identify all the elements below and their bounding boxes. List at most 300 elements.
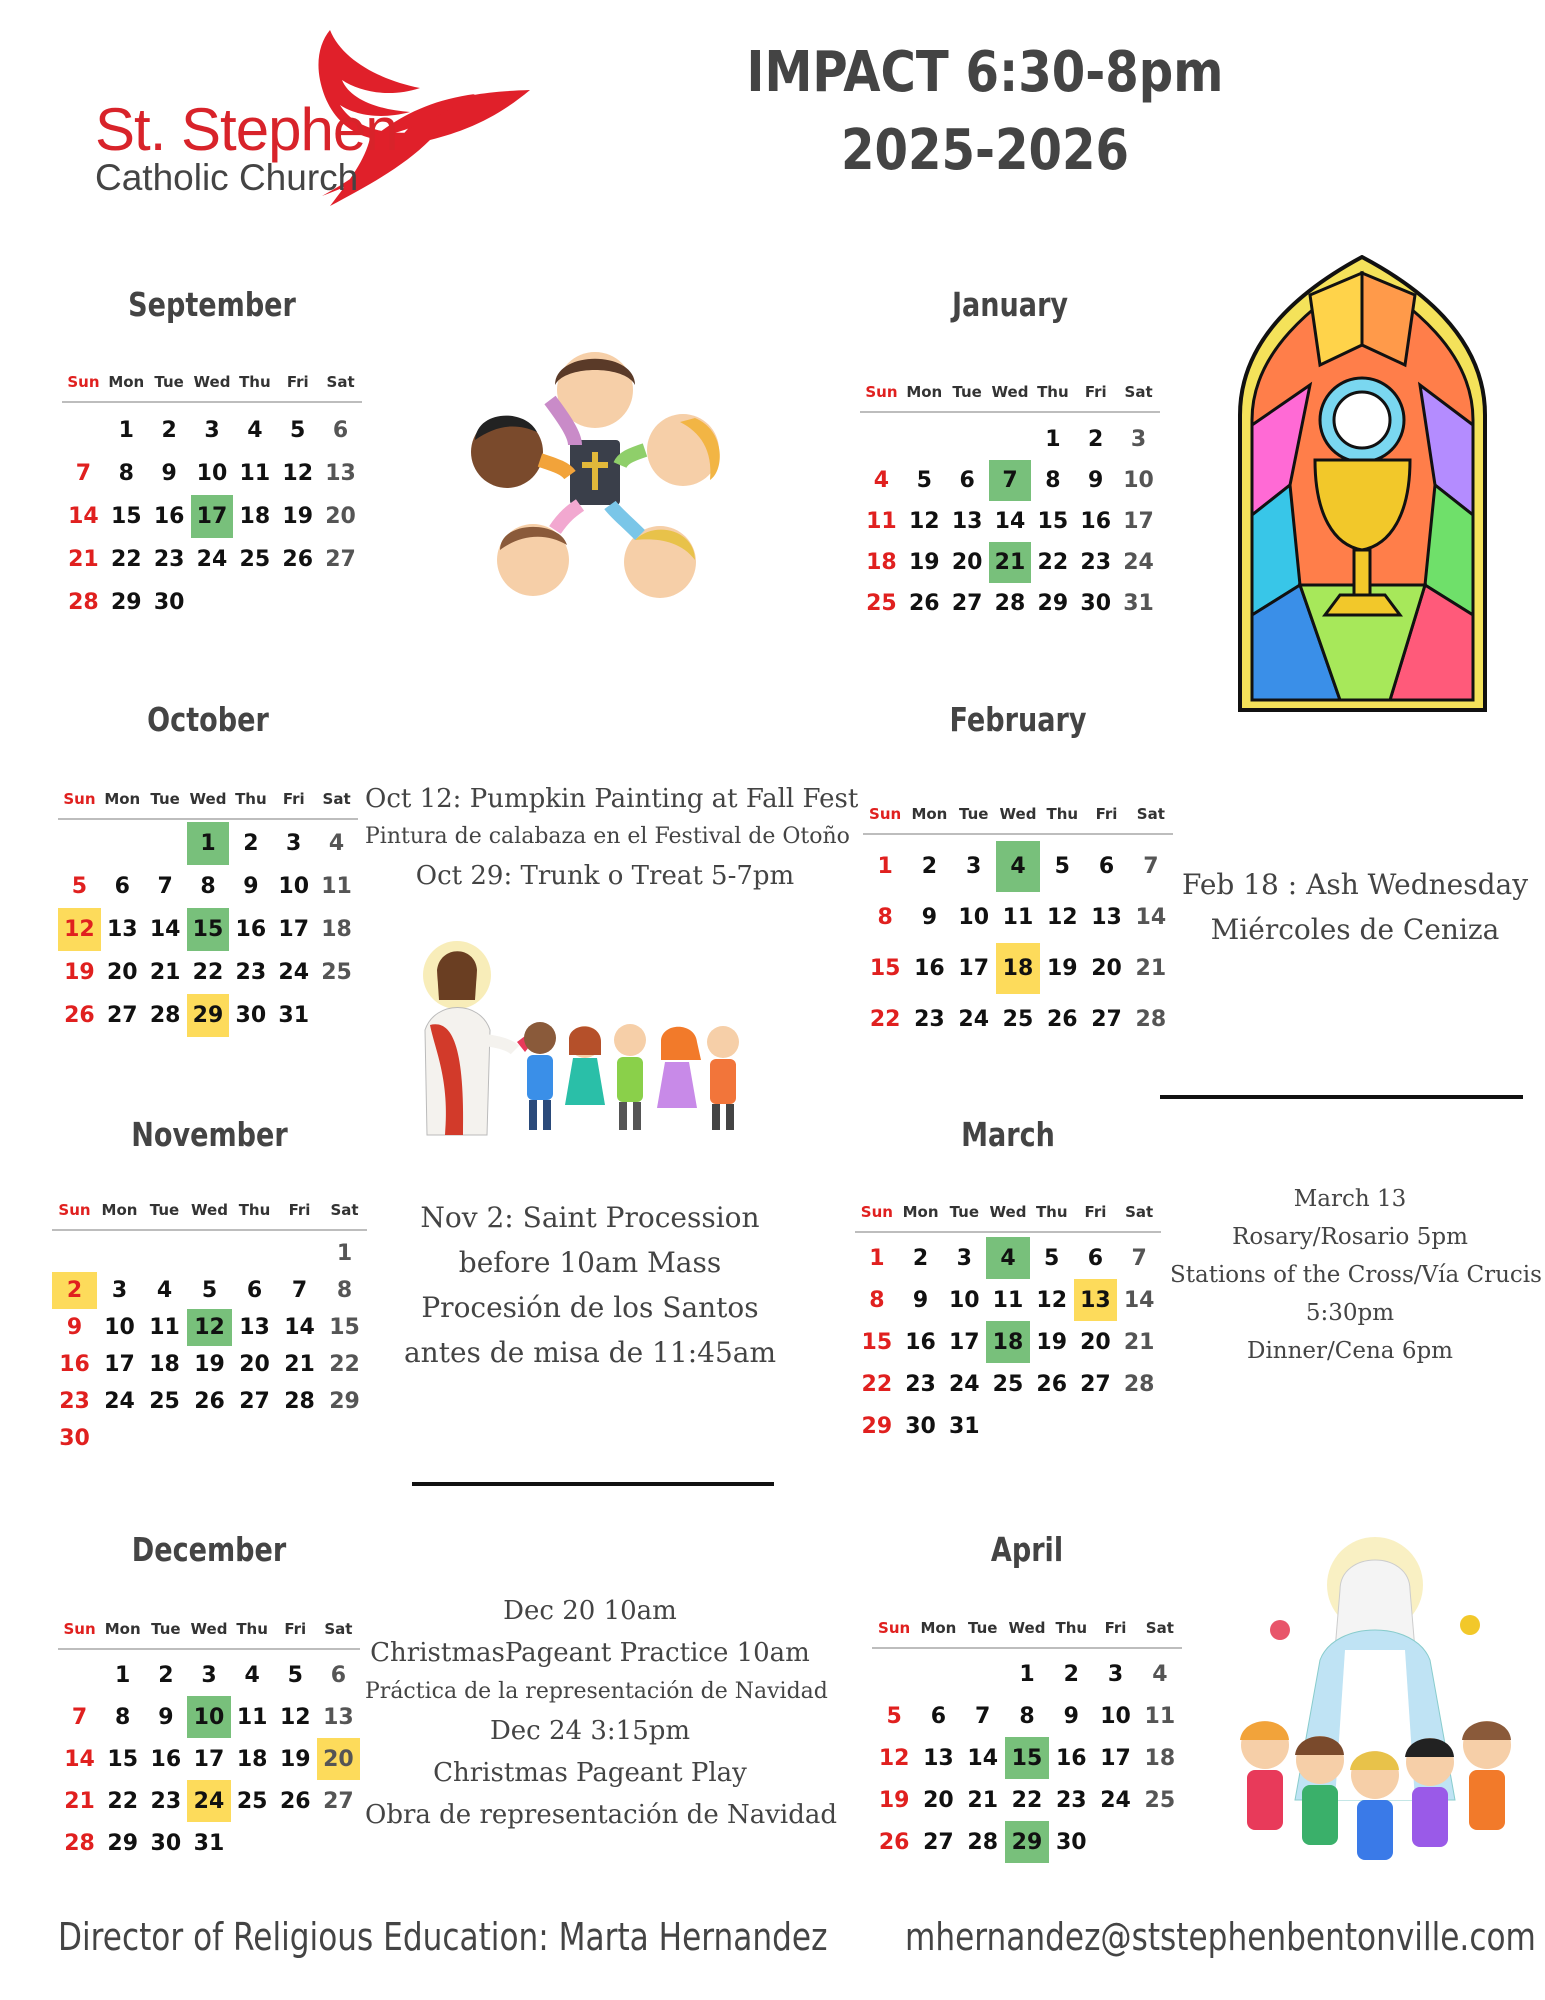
- day-cell: 11: [1144, 1703, 1176, 1729]
- day-cell: 23: [905, 1371, 936, 1397]
- weekday-label: Mon: [906, 383, 943, 401]
- day-grid: [58, 822, 358, 1037]
- day-cell: 8: [869, 1287, 885, 1313]
- empty-day: [97, 1235, 142, 1272]
- weekday-label: Thu: [235, 790, 267, 808]
- day-grid: [52, 1235, 367, 1457]
- event-line: Rosary/Rosario 5pm: [1232, 1224, 1468, 1250]
- day-cell: 5: [290, 418, 306, 443]
- event-line: 5:30pm: [1305, 1300, 1395, 1326]
- day-cell: 4: [1152, 1661, 1168, 1687]
- day-cell: 10: [958, 905, 990, 930]
- day-cell: 26: [908, 591, 940, 616]
- day-cell: 12: [187, 1309, 232, 1346]
- day-cell: 29: [1005, 1821, 1049, 1863]
- weekday-header: [52, 1201, 367, 1231]
- event-line: Dec 20 10am: [503, 1596, 677, 1626]
- stained-glass-window-illustration: [1230, 255, 1495, 715]
- calendar-december: [58, 1530, 360, 1860]
- director-contact: Director of Religious Education: Marta Hernandez: [58, 1915, 828, 1959]
- weekday-label: Sat: [330, 1201, 359, 1219]
- weekday-label: Thu: [1055, 1619, 1088, 1637]
- calendar-january: [860, 285, 1160, 615]
- day-cell: 21: [284, 1352, 315, 1377]
- day-cell: 28: [994, 591, 1026, 616]
- day-cell: 5: [287, 1662, 303, 1688]
- page-subtitle: 2025-2026: [840, 118, 1130, 183]
- day-cell: 29: [110, 590, 142, 615]
- weekday-label: Sat: [322, 790, 351, 808]
- day-cell: 5: [886, 1703, 902, 1729]
- day-cell: 20: [317, 1738, 360, 1780]
- day-cell: 10: [1100, 1703, 1131, 1729]
- weekday-label: Mon: [108, 373, 145, 391]
- day-cell: 19: [282, 504, 314, 529]
- day-cell: 22: [192, 960, 224, 985]
- day-cell: 7: [1131, 1245, 1147, 1271]
- weekday-label: Wed: [190, 1620, 228, 1638]
- event-line: Christmas Pageant Play: [433, 1758, 747, 1788]
- day-cell: 23: [150, 1788, 182, 1814]
- day-cell: 26: [878, 1829, 910, 1855]
- day-grid: [62, 409, 362, 624]
- day-cell: 3: [204, 418, 220, 443]
- day-cell: 20: [325, 504, 356, 529]
- day-cell: 13: [106, 917, 138, 942]
- weekday-label: Fri: [284, 1620, 307, 1638]
- event-line: ChristmasPageant Practice 10am: [370, 1638, 810, 1668]
- day-cell: 25: [321, 960, 352, 985]
- weekday-label: Sat: [326, 373, 355, 391]
- day-cell: 21: [149, 960, 181, 985]
- day-cell: 26: [64, 1003, 95, 1028]
- day-cell: 22: [861, 1371, 893, 1397]
- event-line: antes de misa de 11:45am: [403, 1336, 776, 1369]
- day-cell: 14: [284, 1315, 315, 1340]
- day-cell: 26: [279, 1788, 311, 1814]
- empty-day: [961, 1653, 1005, 1695]
- day-cell: 19: [64, 960, 95, 985]
- day-cell: 29: [329, 1389, 360, 1414]
- weekday-label: Sun: [860, 1203, 893, 1221]
- weekday-label: Tue: [967, 1619, 998, 1637]
- day-cell: 11: [239, 461, 271, 486]
- day-cell: 1: [1019, 1661, 1035, 1687]
- day-cell: 6: [1098, 854, 1115, 879]
- month-title: March: [961, 1115, 1055, 1154]
- day-cell: 28: [149, 1003, 181, 1028]
- event-line: Feb 18 : Ash Wednesday: [1181, 868, 1529, 901]
- day-cell: 30: [59, 1426, 90, 1451]
- day-cell: 11: [1002, 905, 1034, 930]
- day-cell: 7: [291, 1278, 308, 1303]
- day-cell: 7: [75, 461, 92, 486]
- day-cell: 3: [201, 1662, 217, 1688]
- day-cell: 12: [908, 509, 940, 534]
- weekday-label: Thu: [1037, 383, 1069, 401]
- day-cell: 10: [104, 1315, 135, 1340]
- day-cell: 27: [1091, 1007, 1122, 1032]
- day-cell: 8: [1019, 1703, 1035, 1729]
- empty-day: [101, 822, 144, 865]
- weekday-label: Tue: [949, 1203, 980, 1221]
- event-line: Stations of the Cross/Vía Crucis: [1170, 1262, 1542, 1288]
- day-cell: 8: [877, 905, 893, 930]
- day-cell: 13: [323, 1704, 354, 1730]
- day-cell: 27: [923, 1829, 954, 1855]
- day-cell: 10: [1123, 468, 1154, 493]
- day-cell: 4: [247, 418, 263, 443]
- day-cell: 6: [1087, 1245, 1104, 1271]
- day-cell: 2: [1063, 1661, 1079, 1687]
- day-cell: 5: [1054, 854, 1070, 879]
- weekday-label: Thu: [239, 373, 271, 391]
- day-cell: 9: [912, 1287, 929, 1313]
- event-line: March 13: [1293, 1186, 1407, 1212]
- day-cell: 20: [106, 960, 138, 985]
- day-cell: 27: [325, 547, 356, 572]
- weekday-label: Wed: [989, 1203, 1027, 1221]
- day-grid: [872, 1653, 1182, 1863]
- day-cell: 16: [1055, 1745, 1087, 1771]
- weekday-label: Wed: [999, 805, 1037, 823]
- day-cell: 16: [235, 917, 267, 942]
- day-cell: 24: [1123, 550, 1154, 575]
- children-circle-bible-illustration: [455, 340, 735, 620]
- weekday-label: Mon: [920, 1619, 957, 1637]
- day-cell: 14: [149, 917, 181, 942]
- email-contact[interactable]: mhernandez@ststephenbentonville.com: [905, 1915, 1536, 1959]
- day-cell: 12: [58, 908, 101, 951]
- day-cell: 13: [923, 1745, 954, 1771]
- day-cell: 11: [236, 1704, 268, 1730]
- day-cell: 3: [1107, 1661, 1124, 1687]
- day-cell: 13: [951, 509, 983, 534]
- page-title: IMPACT 6:30-8pm: [746, 40, 1224, 105]
- day-cell: 28: [1123, 1371, 1155, 1397]
- day-cell: 2: [243, 831, 259, 856]
- day-cell: 22: [107, 1788, 139, 1814]
- empty-day: [916, 1653, 960, 1695]
- weekday-label: Sat: [1136, 805, 1165, 823]
- day-cell: 28: [68, 590, 99, 615]
- weekday-header: [855, 1203, 1161, 1233]
- day-cell: 30: [235, 1003, 267, 1028]
- day-cell: 12: [279, 1704, 311, 1730]
- day-cell: 22: [329, 1352, 360, 1377]
- day-cell: 30: [1080, 591, 1112, 616]
- day-cell: 28: [284, 1389, 315, 1414]
- day-cell: 30: [153, 590, 185, 615]
- weekday-label: Tue: [154, 373, 184, 391]
- day-cell: 16: [905, 1329, 936, 1355]
- empty-day: [903, 419, 946, 460]
- day-cell: 25: [149, 1389, 180, 1414]
- empty-day: [62, 409, 105, 452]
- november-events: [395, 1195, 785, 1375]
- day-cell: 25: [239, 547, 271, 572]
- month-title: February: [949, 700, 1087, 739]
- weekday-label: Thu: [236, 1620, 268, 1638]
- day-cell: 28: [64, 1830, 95, 1856]
- day-cell: 22: [869, 1007, 901, 1032]
- day-cell: 15: [107, 1746, 139, 1772]
- weekday-label: Wed: [193, 373, 231, 391]
- day-cell: 6: [959, 468, 975, 493]
- weekday-label: Sun: [865, 383, 898, 401]
- day-cell: 19: [878, 1787, 910, 1813]
- day-cell: 2: [1088, 427, 1104, 452]
- day-cell: 26: [1036, 1371, 1068, 1397]
- day-cell: 7: [975, 1703, 991, 1729]
- day-cell: 27: [1080, 1371, 1111, 1397]
- day-cell: 1: [118, 418, 134, 443]
- day-cell: 20: [239, 1352, 270, 1377]
- weekday-label: Tue: [149, 1201, 180, 1219]
- day-cell: 31: [948, 1413, 980, 1439]
- day-cell: 20: [1080, 1329, 1111, 1355]
- empty-day: [946, 419, 989, 460]
- weekday-label: Mon: [902, 1203, 939, 1221]
- day-cell: 23: [59, 1389, 90, 1414]
- empty-day: [277, 1235, 322, 1272]
- calendar-september: [62, 285, 362, 615]
- day-cell: 9: [1088, 468, 1104, 493]
- day-cell: 9: [158, 1704, 174, 1730]
- day-cell: 19: [194, 1352, 225, 1377]
- day-cell: 16: [914, 956, 945, 981]
- day-cell: 14: [967, 1745, 999, 1771]
- day-cell: 1: [1045, 427, 1061, 452]
- month-title: January: [951, 285, 1069, 324]
- day-grid: [855, 1237, 1161, 1447]
- day-cell: 8: [118, 461, 134, 486]
- weekday-label: Sat: [324, 1620, 353, 1638]
- day-cell: 15: [329, 1315, 360, 1340]
- empty-day: [58, 1654, 101, 1696]
- mary-with-children-illustration: [1225, 1530, 1535, 1875]
- day-cell: 10: [948, 1287, 980, 1313]
- day-cell: 26: [1046, 1007, 1078, 1032]
- day-cell: 13: [325, 461, 356, 486]
- day-cell: 30: [1055, 1829, 1087, 1855]
- day-cell: 17: [104, 1352, 135, 1377]
- day-cell: 8: [336, 1278, 353, 1303]
- event-line: Obra de representación de Navidad: [365, 1800, 838, 1830]
- day-cell: 6: [330, 1662, 347, 1688]
- day-cell: 7: [71, 1704, 88, 1730]
- calendar-october: [58, 700, 358, 1040]
- day-cell: 21: [989, 542, 1032, 583]
- calendar-february: [863, 700, 1173, 1040]
- day-cell: 17: [1123, 509, 1154, 534]
- day-cell: 27: [106, 1003, 138, 1028]
- month-title: November: [131, 1115, 288, 1154]
- weekday-label: Tue: [151, 1620, 181, 1638]
- day-cell: 3: [1130, 427, 1147, 452]
- weekday-label: Mon: [104, 1620, 141, 1638]
- day-cell: 19: [908, 550, 940, 575]
- day-cell: 26: [282, 547, 314, 572]
- weekday-label: Wed: [1008, 1619, 1046, 1637]
- event-line: Oct 29: Trunk o Treat 5-7pm: [415, 861, 795, 891]
- day-cell: 18: [1144, 1745, 1176, 1771]
- day-cell: 15: [861, 1329, 893, 1355]
- day-cell: 5: [1044, 1245, 1060, 1271]
- day-cell: 2: [921, 854, 938, 879]
- day-cell: 8: [1045, 468, 1061, 493]
- day-cell: 25: [1002, 1007, 1034, 1032]
- weekday-label: Wed: [991, 383, 1029, 401]
- weekday-label: Wed: [191, 1201, 228, 1219]
- day-cell: 24: [187, 1780, 230, 1822]
- day-cell: 9: [921, 905, 938, 930]
- december-events: [365, 1590, 838, 1836]
- day-cell: 1: [336, 1241, 353, 1266]
- day-cell: 17: [958, 956, 990, 981]
- day-cell: 14: [994, 509, 1026, 534]
- day-cell: 30: [905, 1413, 936, 1439]
- weekday-header: [872, 1619, 1182, 1649]
- day-cell: 23: [914, 1007, 945, 1032]
- day-cell: 16: [1080, 509, 1112, 534]
- day-cell: 19: [279, 1746, 311, 1772]
- empty-day: [52, 1235, 97, 1272]
- weekday-label: Sat: [1145, 1619, 1174, 1637]
- day-cell: 1: [869, 1245, 885, 1271]
- day-cell: 28: [967, 1829, 999, 1855]
- weekday-label: Fri: [288, 1201, 311, 1219]
- day-cell: 14: [1123, 1287, 1155, 1313]
- weekday-label: Fri: [1084, 383, 1107, 401]
- day-cell: 24: [958, 1007, 990, 1032]
- weekday-label: Fri: [286, 373, 309, 391]
- day-cell: 9: [1063, 1703, 1079, 1729]
- weekday-label: Wed: [189, 790, 227, 808]
- empty-day: [144, 822, 187, 865]
- event-line: before 10am Mass: [458, 1246, 722, 1279]
- empty-day: [989, 419, 1032, 460]
- weekday-header: [58, 1620, 360, 1650]
- day-cell: 4: [328, 831, 345, 856]
- day-cell: 22: [110, 547, 142, 572]
- logo-subtitle: Catholic Church: [95, 157, 359, 198]
- day-cell: 12: [1046, 905, 1078, 930]
- event-line: Pintura de calabaza en el Festival de Otoño: [365, 824, 850, 849]
- day-cell: 18: [996, 943, 1040, 994]
- weekday-label: Fri: [1104, 1619, 1127, 1637]
- day-cell: 2: [912, 1245, 929, 1271]
- day-cell: 21: [64, 1788, 95, 1814]
- day-cell: 3: [286, 831, 302, 856]
- day-cell: 2: [161, 418, 177, 443]
- day-cell: 7: [1143, 854, 1159, 879]
- logo: [80, 20, 550, 210]
- weekday-header: [58, 790, 358, 820]
- day-cell: 2: [52, 1272, 97, 1309]
- day-cell: 18: [866, 550, 897, 575]
- day-cell: 18: [239, 504, 271, 529]
- day-cell: 3: [956, 1245, 972, 1271]
- calendar-march: [855, 1115, 1161, 1455]
- day-cell: 16: [153, 504, 185, 529]
- day-cell: 23: [153, 547, 185, 572]
- day-cell: 4: [996, 841, 1040, 892]
- day-cell: 29: [861, 1413, 893, 1439]
- weekday-label: Thu: [238, 1201, 271, 1219]
- month-title: September: [128, 285, 296, 324]
- day-cell: 11: [149, 1315, 180, 1340]
- weekday-label: Sat: [1125, 1203, 1154, 1221]
- day-cell: 4: [986, 1237, 1030, 1279]
- logo-name: St. Stephen: [95, 96, 398, 163]
- day-cell: 6: [332, 418, 349, 443]
- day-cell: 9: [243, 874, 259, 899]
- day-cell: 5: [201, 1278, 218, 1303]
- day-cell: 23: [235, 960, 267, 985]
- weekday-label: Sun: [878, 1619, 911, 1637]
- day-cell: 25: [866, 591, 897, 616]
- day-cell: 18: [321, 917, 352, 942]
- day-cell: 15: [1005, 1737, 1049, 1779]
- day-cell: 21: [1135, 956, 1167, 981]
- weekday-label: Fri: [1095, 805, 1118, 823]
- weekday-label: Sun: [67, 373, 100, 391]
- day-cell: 27: [323, 1788, 354, 1814]
- day-cell: 20: [951, 550, 983, 575]
- day-cell: 6: [246, 1278, 263, 1303]
- empty-day: [872, 1653, 916, 1695]
- day-cell: 21: [68, 547, 99, 572]
- weekday-label: Sun: [869, 805, 902, 823]
- event-line: Nov 2: Saint Procession: [420, 1201, 760, 1234]
- day-cell: 3: [111, 1278, 128, 1303]
- weekday-label: Sun: [63, 790, 96, 808]
- day-cell: 11: [992, 1287, 1024, 1313]
- weekday-label: Tue: [958, 805, 989, 823]
- weekday-label: Sun: [58, 1201, 91, 1219]
- day-cell: 29: [187, 994, 230, 1037]
- day-cell: 19: [1046, 956, 1078, 981]
- day-cell: 1: [877, 854, 893, 879]
- day-cell: 25: [1144, 1787, 1176, 1813]
- day-cell: 27: [239, 1389, 270, 1414]
- jesus-with-children-illustration: [405, 930, 785, 1145]
- calendar-april: [872, 1530, 1182, 1860]
- weekday-label: Sat: [1124, 383, 1153, 401]
- event-line: Oct 12: Pumpkin Painting at Fall Fest: [365, 784, 859, 814]
- day-cell: 23: [1080, 550, 1112, 575]
- day-cell: 31: [1123, 591, 1154, 616]
- day-cell: 2: [158, 1662, 174, 1688]
- day-cell: 10: [278, 874, 310, 899]
- day-cell: 9: [66, 1315, 83, 1340]
- day-cell: 5: [71, 874, 88, 899]
- day-cell: 11: [321, 874, 352, 899]
- day-cell: 25: [236, 1788, 268, 1814]
- day-cell: 3: [966, 854, 982, 879]
- day-cell: 28: [1135, 1007, 1167, 1032]
- day-cell: 17: [191, 495, 234, 538]
- day-cell: 24: [196, 547, 228, 572]
- month-title: April: [990, 1530, 1064, 1569]
- day-cell: 24: [948, 1371, 980, 1397]
- weekday-label: Thu: [1046, 805, 1079, 823]
- day-cell: 20: [923, 1787, 954, 1813]
- day-cell: 24: [1100, 1787, 1131, 1813]
- day-cell: 30: [150, 1830, 182, 1856]
- day-cell: 22: [1037, 550, 1069, 575]
